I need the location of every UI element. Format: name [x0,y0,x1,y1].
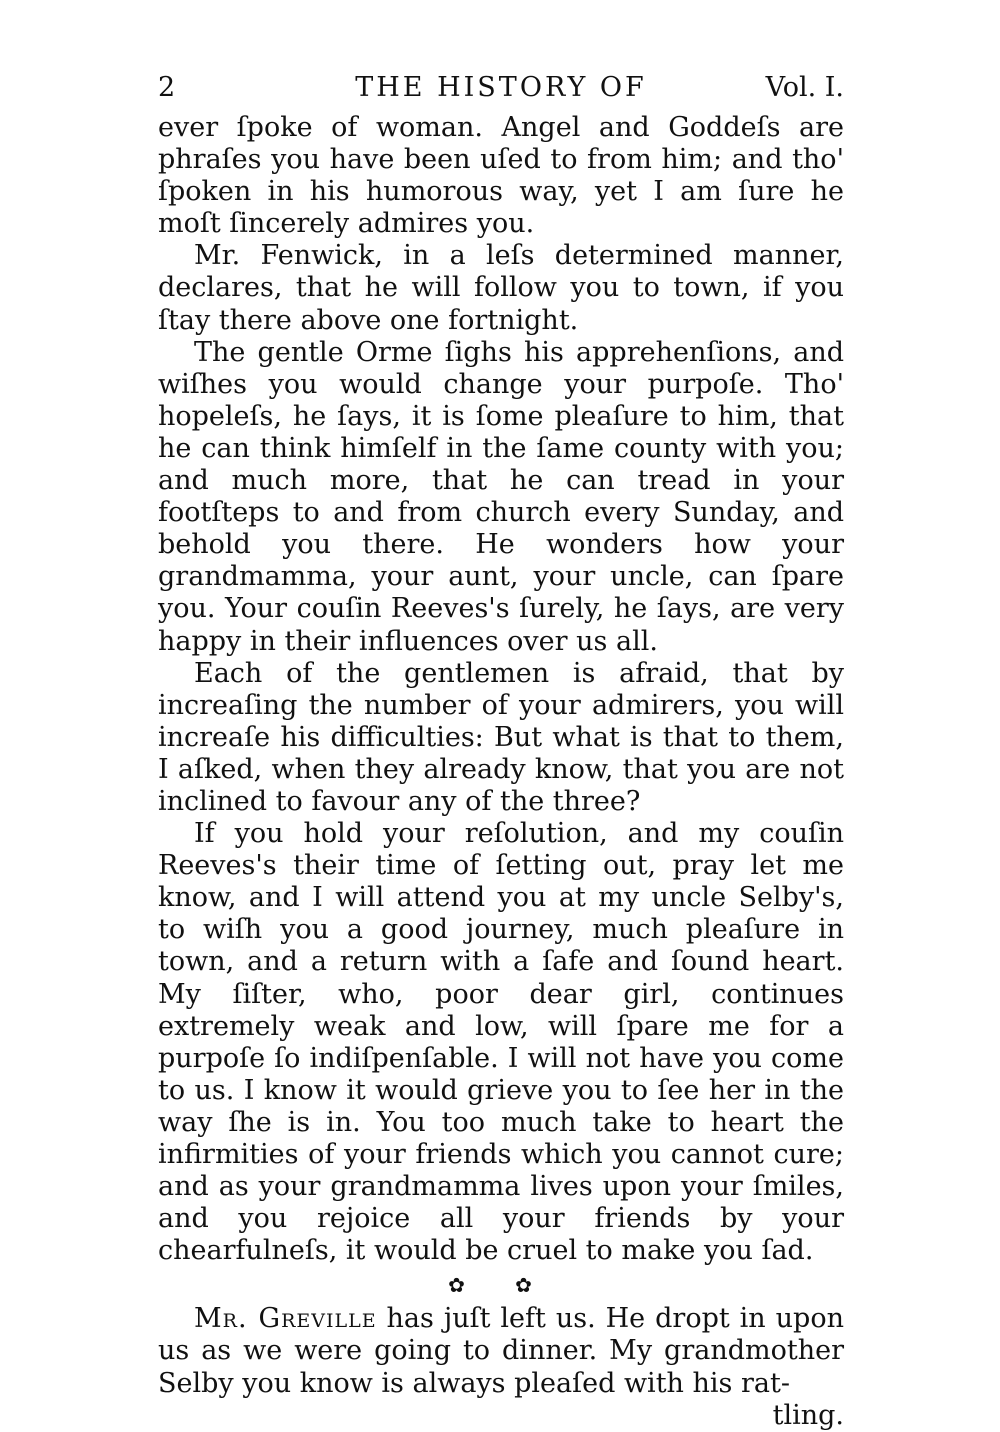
running-title: THE HISTORY OF [355,72,647,103]
volume-label: Vol. I. [765,72,844,103]
paragraph [158,1303,844,1399]
paragraph-text: has juſt left us. He dropt in upon us as we were going to dinner. My grandmother Selby you know is always pleaſed with his rat- [158,1303,844,1399]
paragraph: If you hold your reſolution, and my couſin Reeves's their time of ſetting out, pray let me know, and I will attend you at my uncle Selby's, to wiſh you a good journey, much pleaſure in town, and a return with a ſafe and ſound heart. My ſiſter, who, poor dear girl, continues extremely weak and low, will ſpare me for a purpoſe ſo indiſpenſable. I will not have you come to us. I know it would grieve you to ſee her in the way ſhe is in. You too much take to heart the infirmities of your friends which you cannot cure; and as your grandmamma lives upon your ſmiles, and you rejoice all your friends by your chearfulneſs, it would be cruel to make you ſad. [158,818,844,1267]
paragraph: ever ſpoke of woman. Angel and Goddeſs are phraſes you have been uſed to from him; and tho' ſpoken in his humorous way, yet I am ſure he moſt ſincerely admires you. [158,112,844,240]
section-ornament-icon: ✿ ✿ [448,1273,554,1298]
book-page [158,72,844,1432]
speaker-name: Mr. Greville [194,1303,377,1335]
paragraph: Each of the gentlemen is afraid, that by increaſing the number of your admirers, you will increaſe his difficulties: But what is that to them, I aſked, when they already know, that you are not inclined to favour any of the three? [158,657,844,817]
paragraph: Mr. Fenwick, in a leſs determined manner, declares, that he will follow you to town, if you ſtay there above one fortnight. [158,240,844,336]
running-head [158,72,844,112]
paragraph: The gentle Orme ſighs his apprehenſions, and wiſhes you would change your purpoſe. Tho' hopeleſs, he ſays, it is ſome pleaſure to him, that he can think himſelf in the ſame county with you; and much more, that he can tread in your footſteps to and from church every Sunday, and behold you there. He wonders how your grandmamma, your aunt, your uncle, can ſpare you. Your couſin Reeves's ſurely, he ſays, are very happy in their influences over us all. [158,336,844,657]
body-text [158,112,844,1400]
page-number: 2 [158,72,176,103]
catchword: tling. [772,1399,844,1431]
